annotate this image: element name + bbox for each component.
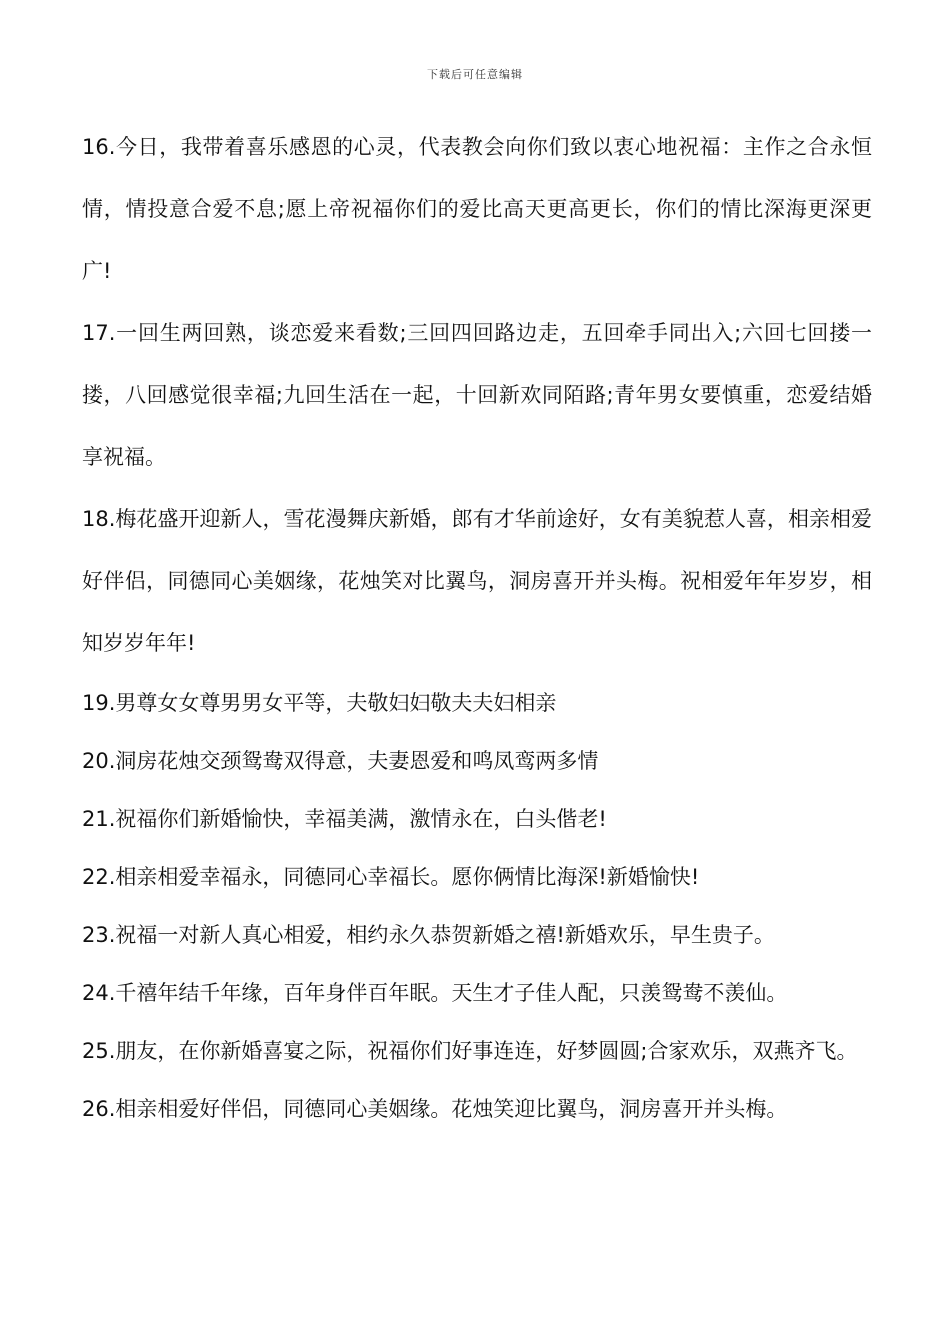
paragraph-22: 22.相亲相爱幸福永，同德同心幸福长。愿你俩情比海深!新婚愉快! xyxy=(82,865,700,889)
paragraph-16: 16.今日，我带着喜乐感恩的心灵，代表教会向你们致以衷心地祝福：主作之合永恒情，情投意合爱不息;愿上帝祝福你们的爱比高天更高更长，你们的情比深海更深更广! xyxy=(82,135,872,283)
paragraph-25: 25.朋友，在你新婚喜宴之际，祝福你们好事连连，好梦圆圆;合家欢乐，双燕齐飞。 xyxy=(82,1039,858,1063)
document-body xyxy=(82,116,872,1138)
paragraph-26: 26.相亲相爱好伴侣，同德同心美姻缘。花烛笑迎比翼鸟，洞房喜开并头梅。 xyxy=(82,1097,788,1121)
page-header: 下载后可任意编辑 xyxy=(427,68,523,81)
paragraph-20: 20.洞房花烛交颈鸳鸯双得意，夫妻恩爱和鸣凤鸾两多情 xyxy=(82,749,599,773)
paragraph-21: 21.祝福你们新婚愉快，幸福美满，激情永在，白头偕老! xyxy=(82,807,607,831)
paragraph-18: 18.梅花盛开迎新人，雪花漫舞庆新婚，郎有才华前途好，女有美貌惹人喜，相亲相爱好伴侣，同德同心美姻缘，花烛笑对比翼鸟，洞房喜开并头梅。祝相爱年年岁岁，相知岁岁年年! xyxy=(82,507,872,655)
paragraph-24: 24.千禧年结千年缘，百年身伴百年眠。天生才子佳人配，只羡鸳鸯不羡仙。 xyxy=(82,981,788,1005)
paragraph-17: 17.一回生两回熟，谈恋爱来看数;三回四回路边走，五回牵手同出入;六回七回搂一搂，八回感觉很幸福;九回生活在一起，十回新欢同陌路;青年男女要慎重，恋爱结婚享祝福。 xyxy=(82,321,872,469)
paragraph-19: 19.男尊女女尊男男女平等，夫敬妇妇敬夫夫妇相亲 xyxy=(82,691,557,715)
paragraph-23: 23.祝福一对新人真心相爱，相约永久恭贺新婚之禧!新婚欢乐，早生贵子。 xyxy=(82,923,775,947)
